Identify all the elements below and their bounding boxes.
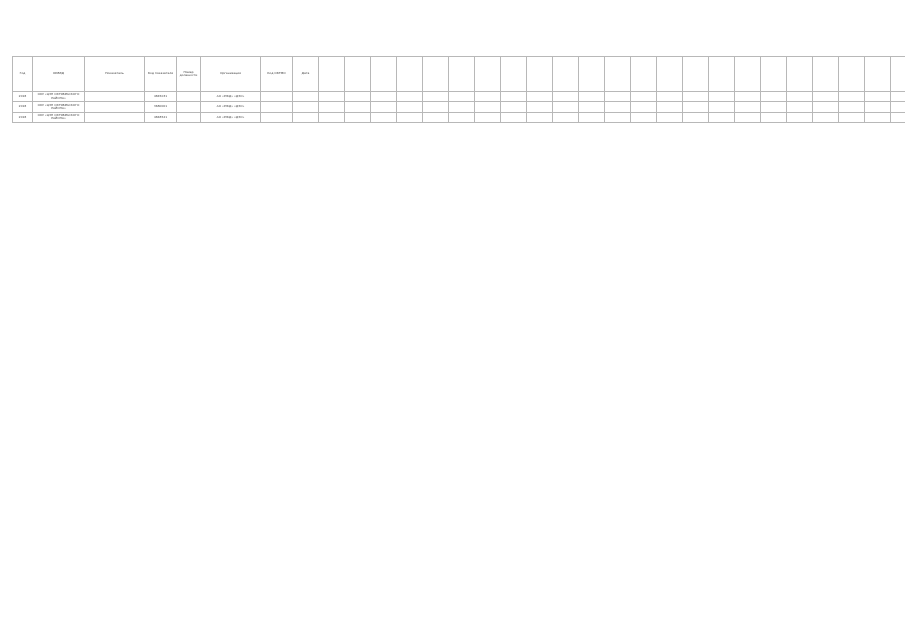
column-header <box>501 57 527 92</box>
table-cell <box>261 102 293 112</box>
table-cell <box>293 112 319 122</box>
table-cell: ОКУ «ЦЗН ОКТЯБРЬСКОГО РАЙОНА» <box>33 102 85 112</box>
statistics-table <box>12 56 905 123</box>
table-cell <box>657 92 683 102</box>
table-cell <box>839 92 865 102</box>
column-header <box>423 57 449 92</box>
table-cell <box>475 102 501 112</box>
column-header <box>891 57 905 92</box>
table-cell: 3680001 <box>145 102 177 112</box>
table-cell <box>371 112 397 122</box>
table-cell <box>371 92 397 102</box>
table-cell <box>865 92 891 102</box>
table-cell: АО «РЖД» «ДЗО» <box>201 92 261 102</box>
table-cell <box>177 102 201 112</box>
table-cell <box>85 92 145 102</box>
table-cell: 4845031 <box>145 92 177 102</box>
table-cell: 2018 <box>13 92 33 102</box>
table-cell <box>683 112 709 122</box>
table-cell <box>293 92 319 102</box>
table-cell <box>345 102 371 112</box>
table-cell <box>261 112 293 122</box>
column-header: Показатель <box>85 57 145 92</box>
table-body <box>13 92 905 123</box>
table-cell <box>683 92 709 102</box>
column-header <box>631 57 657 92</box>
table-cell <box>657 102 683 112</box>
column-header: Год <box>13 57 33 92</box>
column-header <box>553 57 579 92</box>
column-header <box>735 57 761 92</box>
column-header <box>787 57 813 92</box>
table-cell <box>709 92 735 102</box>
table-cell <box>865 112 891 122</box>
table-cell <box>813 102 839 112</box>
column-header <box>527 57 553 92</box>
table-cell <box>735 112 761 122</box>
table-cell <box>475 112 501 122</box>
table-cell: АО «РЖД» «ДЗО» <box>201 102 261 112</box>
table-cell <box>527 112 553 122</box>
table-cell <box>605 92 631 102</box>
table-cell <box>397 112 423 122</box>
table-cell: 4848521 <box>145 112 177 122</box>
table-cell <box>891 112 905 122</box>
column-header <box>761 57 787 92</box>
report-sheet <box>12 56 893 123</box>
column-header: Дата <box>293 57 319 92</box>
table-row <box>13 92 905 102</box>
column-header <box>813 57 839 92</box>
table-cell <box>319 102 345 112</box>
table-cell <box>839 112 865 122</box>
table-header-row <box>13 57 905 92</box>
table-cell <box>501 92 527 102</box>
table-cell <box>787 102 813 112</box>
table-row <box>13 102 905 112</box>
table-cell <box>839 102 865 112</box>
table-cell <box>579 92 605 102</box>
table-cell <box>761 102 787 112</box>
table-cell <box>475 92 501 102</box>
table-cell <box>423 92 449 102</box>
table-cell <box>787 92 813 102</box>
table-cell <box>735 102 761 112</box>
table-cell <box>553 112 579 122</box>
column-header: Код показателя <box>145 57 177 92</box>
table-cell <box>397 92 423 102</box>
table-cell <box>449 102 475 112</box>
table-cell <box>709 112 735 122</box>
table-cell <box>371 102 397 112</box>
table-cell <box>423 102 449 112</box>
column-header <box>579 57 605 92</box>
table-cell <box>553 92 579 102</box>
column-header <box>319 57 345 92</box>
table-cell <box>709 102 735 112</box>
table-cell <box>177 92 201 102</box>
column-header <box>605 57 631 92</box>
table-cell <box>261 92 293 102</box>
table-cell <box>761 112 787 122</box>
table-cell <box>813 92 839 102</box>
column-header <box>709 57 735 92</box>
table-cell <box>177 112 201 122</box>
table-cell <box>579 102 605 112</box>
column-header <box>865 57 891 92</box>
table-cell <box>683 102 709 112</box>
table-row <box>13 112 905 122</box>
table-cell <box>501 102 527 112</box>
table-cell <box>631 102 657 112</box>
table-cell <box>449 112 475 122</box>
table-cell <box>813 112 839 122</box>
column-header: Организация <box>201 57 261 92</box>
column-header: ОКВЭД <box>33 57 85 92</box>
column-header <box>345 57 371 92</box>
table-cell <box>293 102 319 112</box>
column-header <box>475 57 501 92</box>
column-header: Код ОКТМО <box>261 57 293 92</box>
column-header <box>683 57 709 92</box>
table-cell <box>85 112 145 122</box>
table-cell <box>787 112 813 122</box>
table-cell <box>319 112 345 122</box>
table-cell <box>501 112 527 122</box>
table-cell <box>735 92 761 102</box>
column-header <box>657 57 683 92</box>
column-header <box>371 57 397 92</box>
table-cell <box>605 112 631 122</box>
table-cell <box>345 112 371 122</box>
table-cell <box>891 92 905 102</box>
table-cell <box>397 102 423 112</box>
column-header <box>397 57 423 92</box>
table-cell <box>657 112 683 122</box>
table-cell <box>865 102 891 112</box>
column-header <box>449 57 475 92</box>
column-header: Номер должности <box>177 57 201 92</box>
table-cell: ОКУ «ЦЗН ОКТЯБРЬСКОГО РАЙОНА» <box>33 112 85 122</box>
table-cell <box>605 102 631 112</box>
table-cell <box>631 112 657 122</box>
table-cell: 2018 <box>13 102 33 112</box>
table-cell <box>891 102 905 112</box>
table-cell <box>345 92 371 102</box>
table-cell <box>579 112 605 122</box>
table-cell: 2018 <box>13 112 33 122</box>
table-cell <box>423 112 449 122</box>
table-cell <box>631 92 657 102</box>
column-header <box>839 57 865 92</box>
table-cell <box>553 102 579 112</box>
table-cell <box>319 92 345 102</box>
table-cell: АО «РЖД» «ДЗО» <box>201 112 261 122</box>
table-cell <box>761 92 787 102</box>
table-cell <box>85 102 145 112</box>
table-cell <box>449 92 475 102</box>
table-cell <box>527 102 553 112</box>
table-cell <box>527 92 553 102</box>
table-cell: ОКУ «ЦЗН ОКТЯБРЬСКОГО РАЙОНА» <box>33 92 85 102</box>
